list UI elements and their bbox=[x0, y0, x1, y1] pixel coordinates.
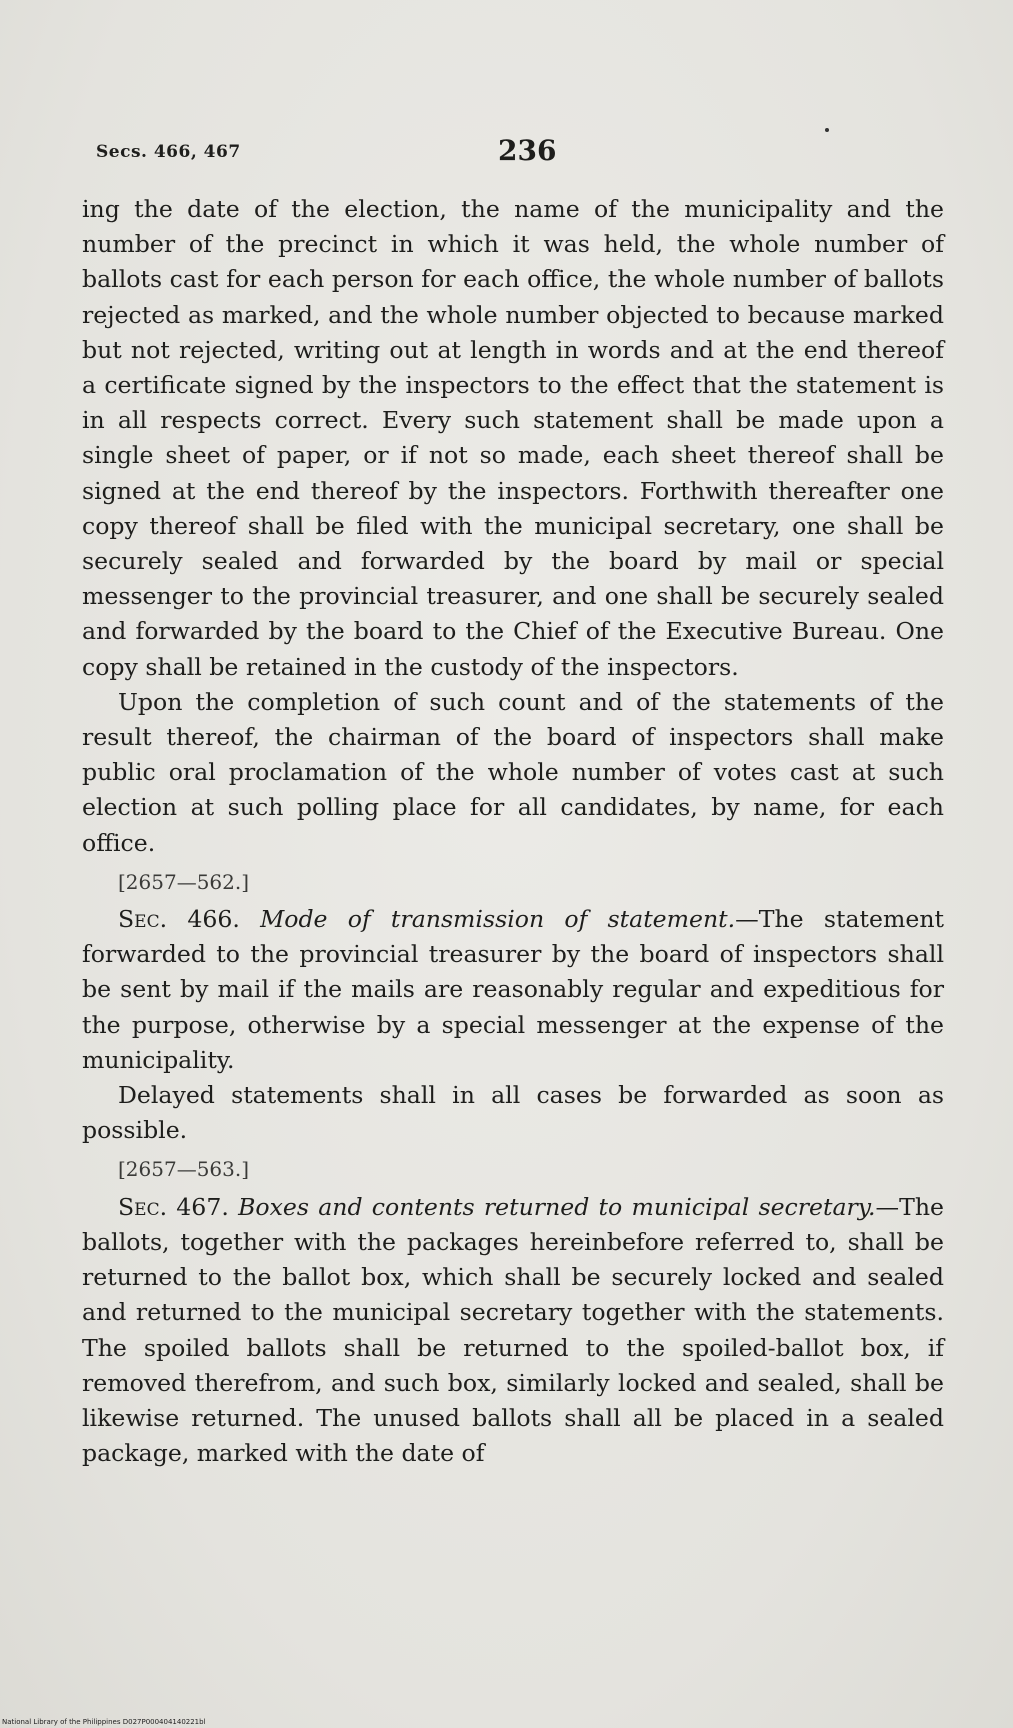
section-467-title: Boxes and contents returned to municipal secretary. bbox=[238, 1192, 876, 1221]
body-text bbox=[82, 192, 944, 1471]
paragraph-delayed-statements: Delayed statements shall in all cases be forwarded as soon as possible. bbox=[82, 1081, 944, 1145]
paragraph-continued: ing the date of the election, the name of the municipality and the number of the precinct in which it was held, the whole number of ballots cast for each person for each office, the whole number of ballots rejected as marked, and the whole number objected to because marked but not rejected, writing out at length in words and at the end thereof a certificate signed by the inspectors to the effect that the statement is in all respects correct. Every such statement shall be made upon a single sheet of paper, or if not so made, each sheet thereof shall be signed at the end thereof by the inspectors. Forthwith thereafter one copy thereof shall be filed with the municipal secretary, one shall be securely sealed and forwarded by the board by mail or special messenger to the provincial treasurer, and one shall be securely sealed and forwarded by the board to the Chief of the Executive Bureau. One copy shall be retained in the custody of the inspectors. bbox=[82, 195, 944, 681]
citation-563: [2657—563.] bbox=[118, 1157, 250, 1182]
running-head bbox=[96, 134, 956, 168]
sections-reference: Secs. 466, 467 bbox=[96, 142, 241, 162]
section-467-text: —The ballots, together with the packages hereinbefore referred to, shall be returned to the ballot box, which shall be securely locked and sealed and returned to the municipal secretary together with the statements. The spoiled ballots shall be returned to the spoiled-ballot box, if removed therefrom, and such box, similarly locked and sealed, shall be likewise returned. The unused ballots shall all be placed in a sealed package, marked with the date of bbox=[82, 1192, 945, 1468]
section-466-label: Sec. 466. bbox=[118, 905, 240, 934]
scan-credit: National Library of the Philippines D027P000404140221bl bbox=[2, 1718, 206, 1726]
section-466 bbox=[82, 902, 944, 1078]
section-467-label: Sec. 467. bbox=[118, 1192, 229, 1221]
paragraph-proclamation: Upon the completion of such count and of the statements of the result thereof, the chairman of the board of inspectors shall make public oral proclamation of the whole number of votes cast at such election at such polling place for all candidates, by name, for each office. bbox=[82, 687, 944, 857]
scan-speck bbox=[825, 128, 829, 132]
section-466-text: —The statement forwarded to the provincial treasurer by the board of inspectors shall be sent by mail if the mails are reasonably regular and expeditious for the purpose, otherwise by a special messenger at the expense of the municipality. bbox=[82, 905, 944, 1074]
section-466-title: Mode of transmission of statement. bbox=[260, 905, 736, 934]
section-467 bbox=[82, 1190, 944, 1472]
page-number: 236 bbox=[498, 134, 557, 167]
citation-562: [2657—562.] bbox=[118, 869, 250, 894]
